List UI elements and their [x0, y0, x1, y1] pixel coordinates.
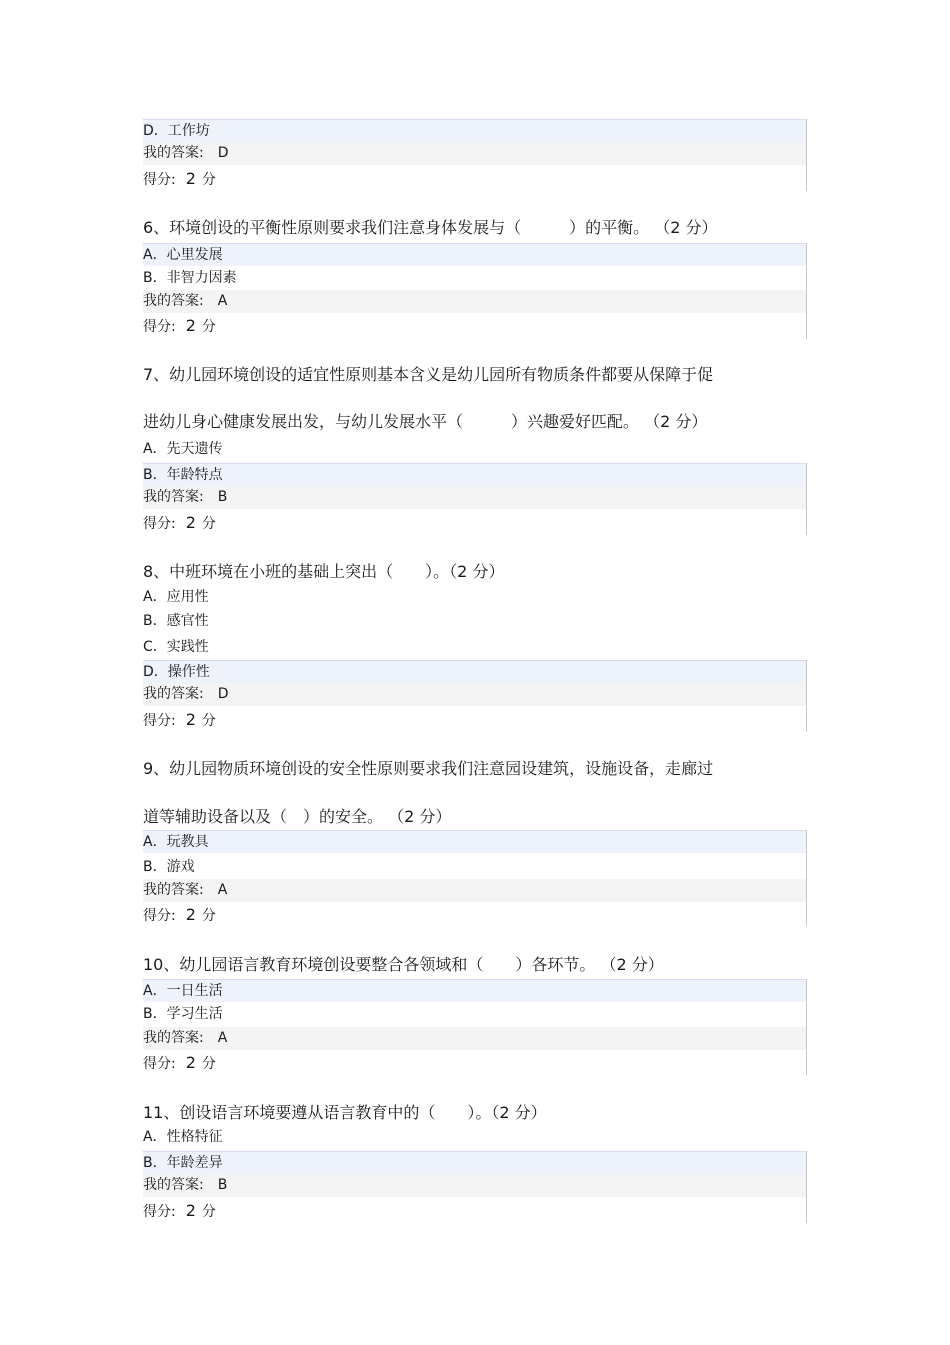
option-label: B．年龄特点: [143, 467, 223, 483]
question-8: 8、中班环境在小班的基础上突出（ ）。（2 分）: [143, 562, 505, 581]
answer-value: A: [217, 882, 228, 898]
q11-border: [806, 1151, 807, 1223]
score-value: 2: [185, 1201, 196, 1220]
score-unit: 分: [201, 908, 216, 924]
option-label: B．非智力因素: [143, 270, 237, 286]
answer-value: D: [217, 686, 229, 702]
option-label: D．工作坊: [143, 123, 210, 139]
answer-value: A: [217, 293, 228, 309]
q9-border: [806, 830, 807, 926]
option-label: B．年龄差异: [143, 1155, 223, 1171]
option-b: [143, 610, 806, 633]
option-d: [143, 660, 806, 683]
block0-border: [806, 119, 807, 191]
option-label: A．心里发展: [143, 247, 223, 263]
my-answer-row: [143, 1027, 806, 1050]
question-10: 10、幼儿园语言教育环境创设要整合各领域和（ ）各环节。 （2 分）: [143, 955, 664, 974]
score-unit: 分: [201, 1204, 216, 1220]
option-a: [143, 979, 806, 1002]
score-row: [143, 708, 806, 731]
q6-border: [806, 243, 807, 339]
score-row: [143, 314, 806, 337]
score-label: 得分:: [143, 908, 176, 924]
option-a: [143, 1126, 806, 1149]
score-row: [143, 1051, 806, 1074]
question-7-line-2: 进幼儿身心健康发展出发，与幼儿发展水平（ ）兴趣爱好匹配。 （2 分）: [143, 412, 708, 431]
score-value: 2: [185, 513, 196, 532]
answer-label: 我的答案:: [143, 1030, 204, 1046]
score-value: 2: [185, 905, 196, 924]
option-label: C．实践性: [143, 639, 209, 655]
score-row: [143, 1199, 806, 1222]
answer-value: D: [217, 145, 229, 161]
score-unit: 分: [201, 172, 216, 188]
score-label: 得分:: [143, 172, 176, 188]
option-c: [143, 636, 806, 659]
my-answer-row: [143, 486, 806, 509]
option-label: A．应用性: [143, 589, 209, 605]
question-7-line-1: 7、幼儿园环境创设的适宜性原则基本含义是幼儿园所有物质条件都要从保障于促: [143, 365, 714, 384]
option-label: A．性格特征: [143, 1129, 223, 1145]
answer-value: A: [217, 1030, 228, 1046]
answer-label: 我的答案:: [143, 293, 204, 309]
score-unit: 分: [201, 516, 216, 532]
option-label: A．玩教具: [143, 834, 209, 850]
score-row: [143, 167, 806, 190]
option-label: A．一日生活: [143, 983, 223, 999]
option-label: A．先天遗传: [143, 441, 223, 457]
score-label: 得分:: [143, 713, 176, 729]
score-value: 2: [185, 169, 196, 188]
question-9-line-2: 道等辅助设备以及（ ）的安全。 （2 分）: [143, 807, 452, 826]
question-11: 11、创设语言环境要遵从语言教育中的（ ）。（2 分）: [143, 1103, 547, 1122]
score-unit: 分: [201, 319, 216, 335]
option-label: B．感官性: [143, 613, 209, 629]
answer-value: B: [217, 1177, 228, 1193]
option-a: [143, 243, 806, 266]
score-label: 得分:: [143, 319, 176, 335]
score-unit: 分: [201, 1056, 216, 1072]
answer-label: 我的答案:: [143, 686, 204, 702]
answer-label: 我的答案:: [143, 489, 204, 505]
score-value: 2: [185, 710, 196, 729]
my-answer-row: [143, 683, 806, 706]
q8-border: [806, 660, 807, 732]
score-value: 2: [185, 316, 196, 335]
score-label: 得分:: [143, 1204, 176, 1220]
my-answer-row: [143, 879, 806, 902]
option-d: [143, 119, 806, 142]
answer-label: 我的答案:: [143, 882, 204, 898]
answer-value: B: [217, 489, 228, 505]
option-b: [143, 1003, 806, 1026]
option-label: B．学习生活: [143, 1006, 223, 1022]
q7-border: [806, 463, 807, 535]
score-label: 得分:: [143, 516, 176, 532]
option-a: [143, 830, 806, 853]
score-row: [143, 511, 806, 534]
my-answer-row: [143, 1174, 806, 1197]
option-label: B．游戏: [143, 859, 195, 875]
answer-label: 我的答案:: [143, 1177, 204, 1193]
my-answer-row: [143, 290, 806, 313]
score-unit: 分: [201, 713, 216, 729]
question-6: 6、环境创设的平衡性原则要求我们注意身体发展与（ ）的平衡。 （2 分）: [143, 218, 718, 237]
option-b: [143, 1151, 806, 1174]
question-9-line-1: 9、幼儿园物质环境创设的安全性原则要求我们注意园设建筑，设施设备，走廊过: [143, 759, 714, 778]
option-b: [143, 856, 806, 879]
option-a: [143, 586, 806, 609]
my-answer-row: [143, 142, 806, 165]
q10-border: [806, 979, 807, 1075]
score-row: [143, 903, 806, 926]
answer-label: 我的答案:: [143, 145, 204, 161]
score-value: 2: [185, 1053, 196, 1072]
option-b: [143, 463, 806, 486]
option-b: [143, 267, 806, 290]
score-label: 得分:: [143, 1056, 176, 1072]
option-label: D．操作性: [143, 664, 210, 680]
option-a: [143, 438, 806, 461]
